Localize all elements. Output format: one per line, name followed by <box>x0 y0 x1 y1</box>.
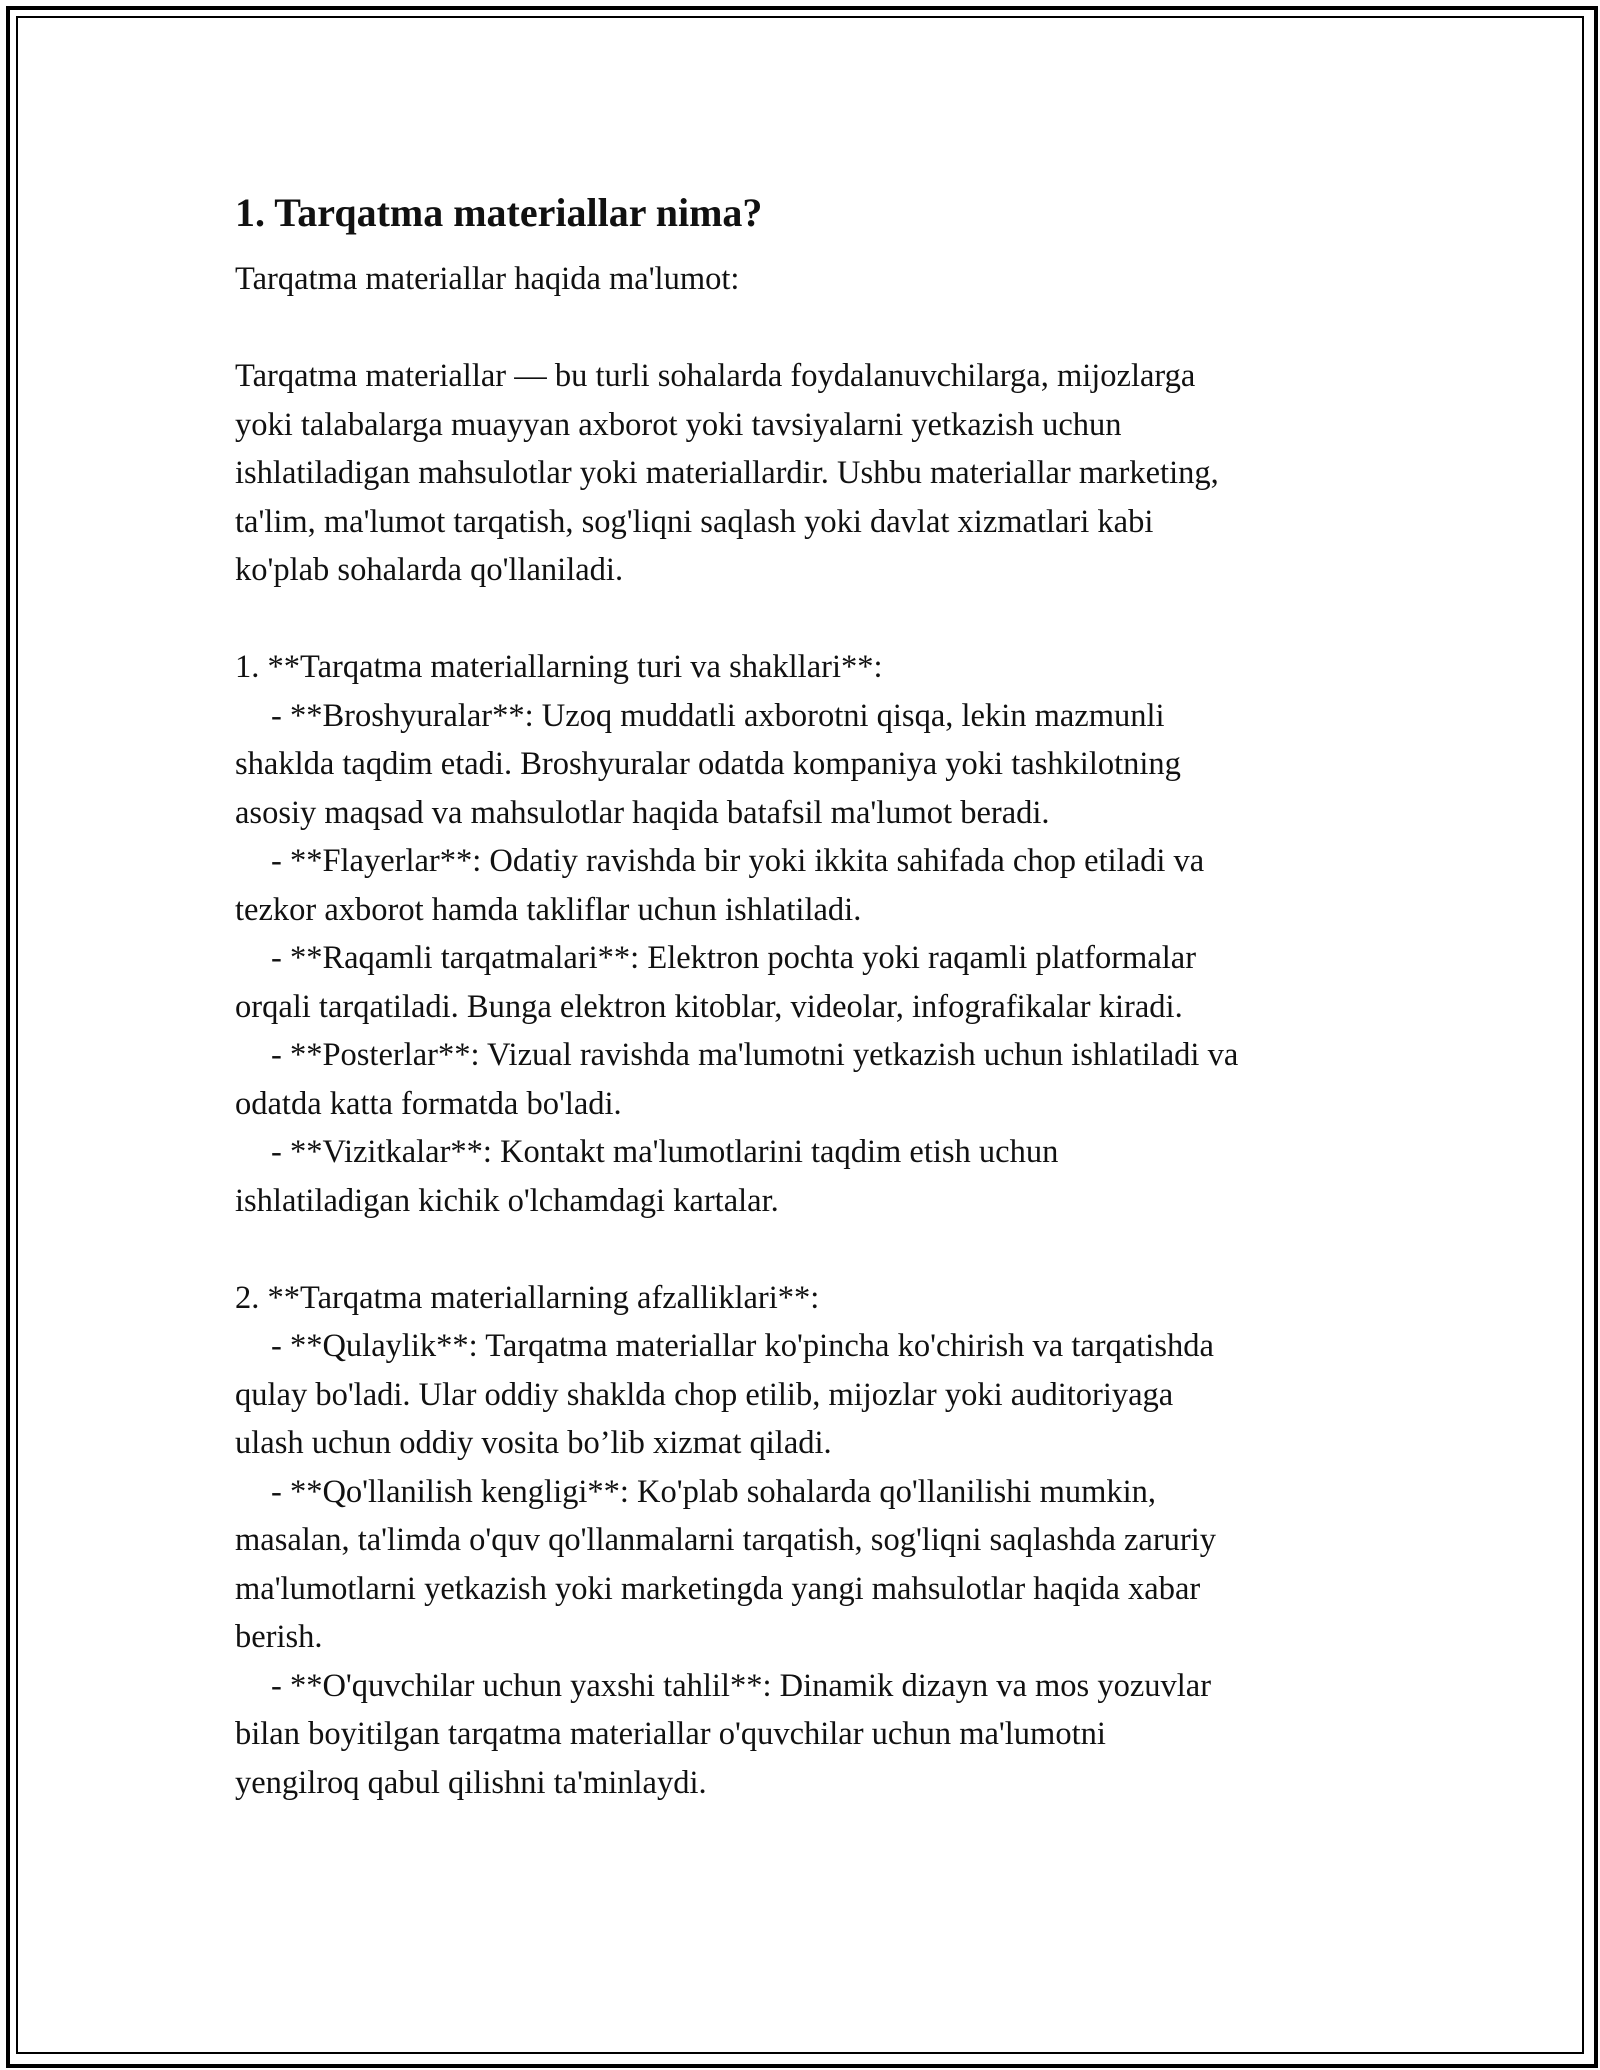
list-item <box>235 692 1415 838</box>
list-item-first-line: - **Flayerlar**: Odatiy ravishda bir yoki ikkita sahifada chop etiladi va <box>271 843 1205 879</box>
definition-paragraph <box>235 352 1415 595</box>
list-item <box>235 1322 1415 1468</box>
list-item-first-line: - **Qo'llanilish kengligi**: Ko'plab sohalarda qo'llanilishi mumkin, <box>271 1473 1157 1510</box>
document-title: 1. Tarqatma materiallar nima? <box>235 190 763 235</box>
text-line: ma'lumotlarni yetkazish yoki marketingda yangi mahsulotlar haqida xabar <box>235 1570 1201 1607</box>
text-line: odatda katta formatda bo'ladi. <box>235 1085 622 1122</box>
text-line: orqali tarqatiladi. Bunga elektron kitoblar, videolar, infografikalar kiradi. <box>235 988 1183 1025</box>
spacer <box>235 1225 1415 1274</box>
list-item-first-line: - **Posterlar**: Vizual ravishda ma'lumotni yetkazish uchun ishlatiladi va <box>271 1037 1239 1073</box>
text-line: yoki talabalarga muayyan axborot yoki tavsiyalarni yetkazish uchun <box>235 406 1122 443</box>
text-line: ishlatiladigan kichik o'lchamdagi kartalar. <box>235 1182 779 1219</box>
text-line: shaklda taqdim etadi. Broshyuralar odatda kompaniya yoki tashkilotning <box>235 746 1181 782</box>
text-line: berish. <box>235 1619 323 1655</box>
text-line: qulay bo'ladi. Ular oddiy shaklda chop etilib, mijozlar yoki auditoriyaga <box>235 1376 1174 1413</box>
text-line: ulash uchun oddiy vosita bo’lib xizmat qiladi. <box>235 1425 832 1461</box>
spacer <box>235 595 1415 644</box>
text-line: masalan, ta'limda o'quv qo'llanmalarni tarqatish, sog'liqni saqlashda zaruriy <box>235 1522 1217 1558</box>
list-item-first-line: - **Raqamli tarqatmalari**: Elektron pochta yoki raqamli platformalar <box>271 940 1197 976</box>
text-line: ko'plab sohalarda qo'llaniladi. <box>235 552 624 588</box>
list-item <box>235 1662 1415 1808</box>
section-heading: 1. **Tarqatma materiallarning turi va shakllari**: <box>235 649 883 685</box>
text-line: ishlatiladigan mahsulotlar yoki materiallardir. Ushbu materiallar marketing, <box>235 455 1219 491</box>
text-line: tezkor axborot hamda takliflar uchun ishlatiladi. <box>235 891 862 928</box>
section-heading: 2. **Tarqatma materiallarning afzalliklari**: <box>235 1279 820 1316</box>
text-line: bilan boyitilgan tarqatma materiallar o'quvchilar uchun ma'lumotni <box>235 1716 1106 1752</box>
section-advantages <box>235 1274 1415 1808</box>
text-line: ta'lim, ma'lumot tarqatish, sog'liqni saqlash yoki davlat xizmatlari kabi <box>235 503 1154 540</box>
list-item-first-line: - **Broshyuralar**: Uzoq muddatli axborotni qisqa, lekin mazmunli <box>271 697 1165 734</box>
list-item <box>235 1468 1415 1662</box>
list-item <box>235 1128 1415 1225</box>
list-item-first-line: - **O'quvchilar uchun yaxshi tahlil**: Dinamik dizayn va mos yozuvlar <box>271 1667 1212 1704</box>
document-body <box>235 183 1415 1807</box>
text-line: asosiy maqsad va mahsulotlar haqida batafsil ma'lumot beradi. <box>235 794 1050 831</box>
intro-line: Tarqatma materiallar haqida ma'lumot: <box>235 261 740 297</box>
list-item <box>235 837 1415 934</box>
text-line: Tarqatma materiallar — bu turli sohalarda foydalanuvchilarga, mijozlarga <box>235 358 1196 394</box>
section-types <box>235 643 1415 1225</box>
spacer <box>235 304 1415 353</box>
list-item-first-line: - **Vizitkalar**: Kontakt ma'lumotlarini taqdim etish uchun <box>271 1134 1059 1170</box>
text-line: yengilroq qabul qilishni ta'minlaydi. <box>235 1764 707 1801</box>
list-item <box>235 934 1415 1031</box>
list-item <box>235 1031 1415 1128</box>
list-item-first-line: - **Qulaylik**: Tarqatma materiallar ko'pincha ko'chirish va tarqatishda <box>271 1328 1214 1364</box>
